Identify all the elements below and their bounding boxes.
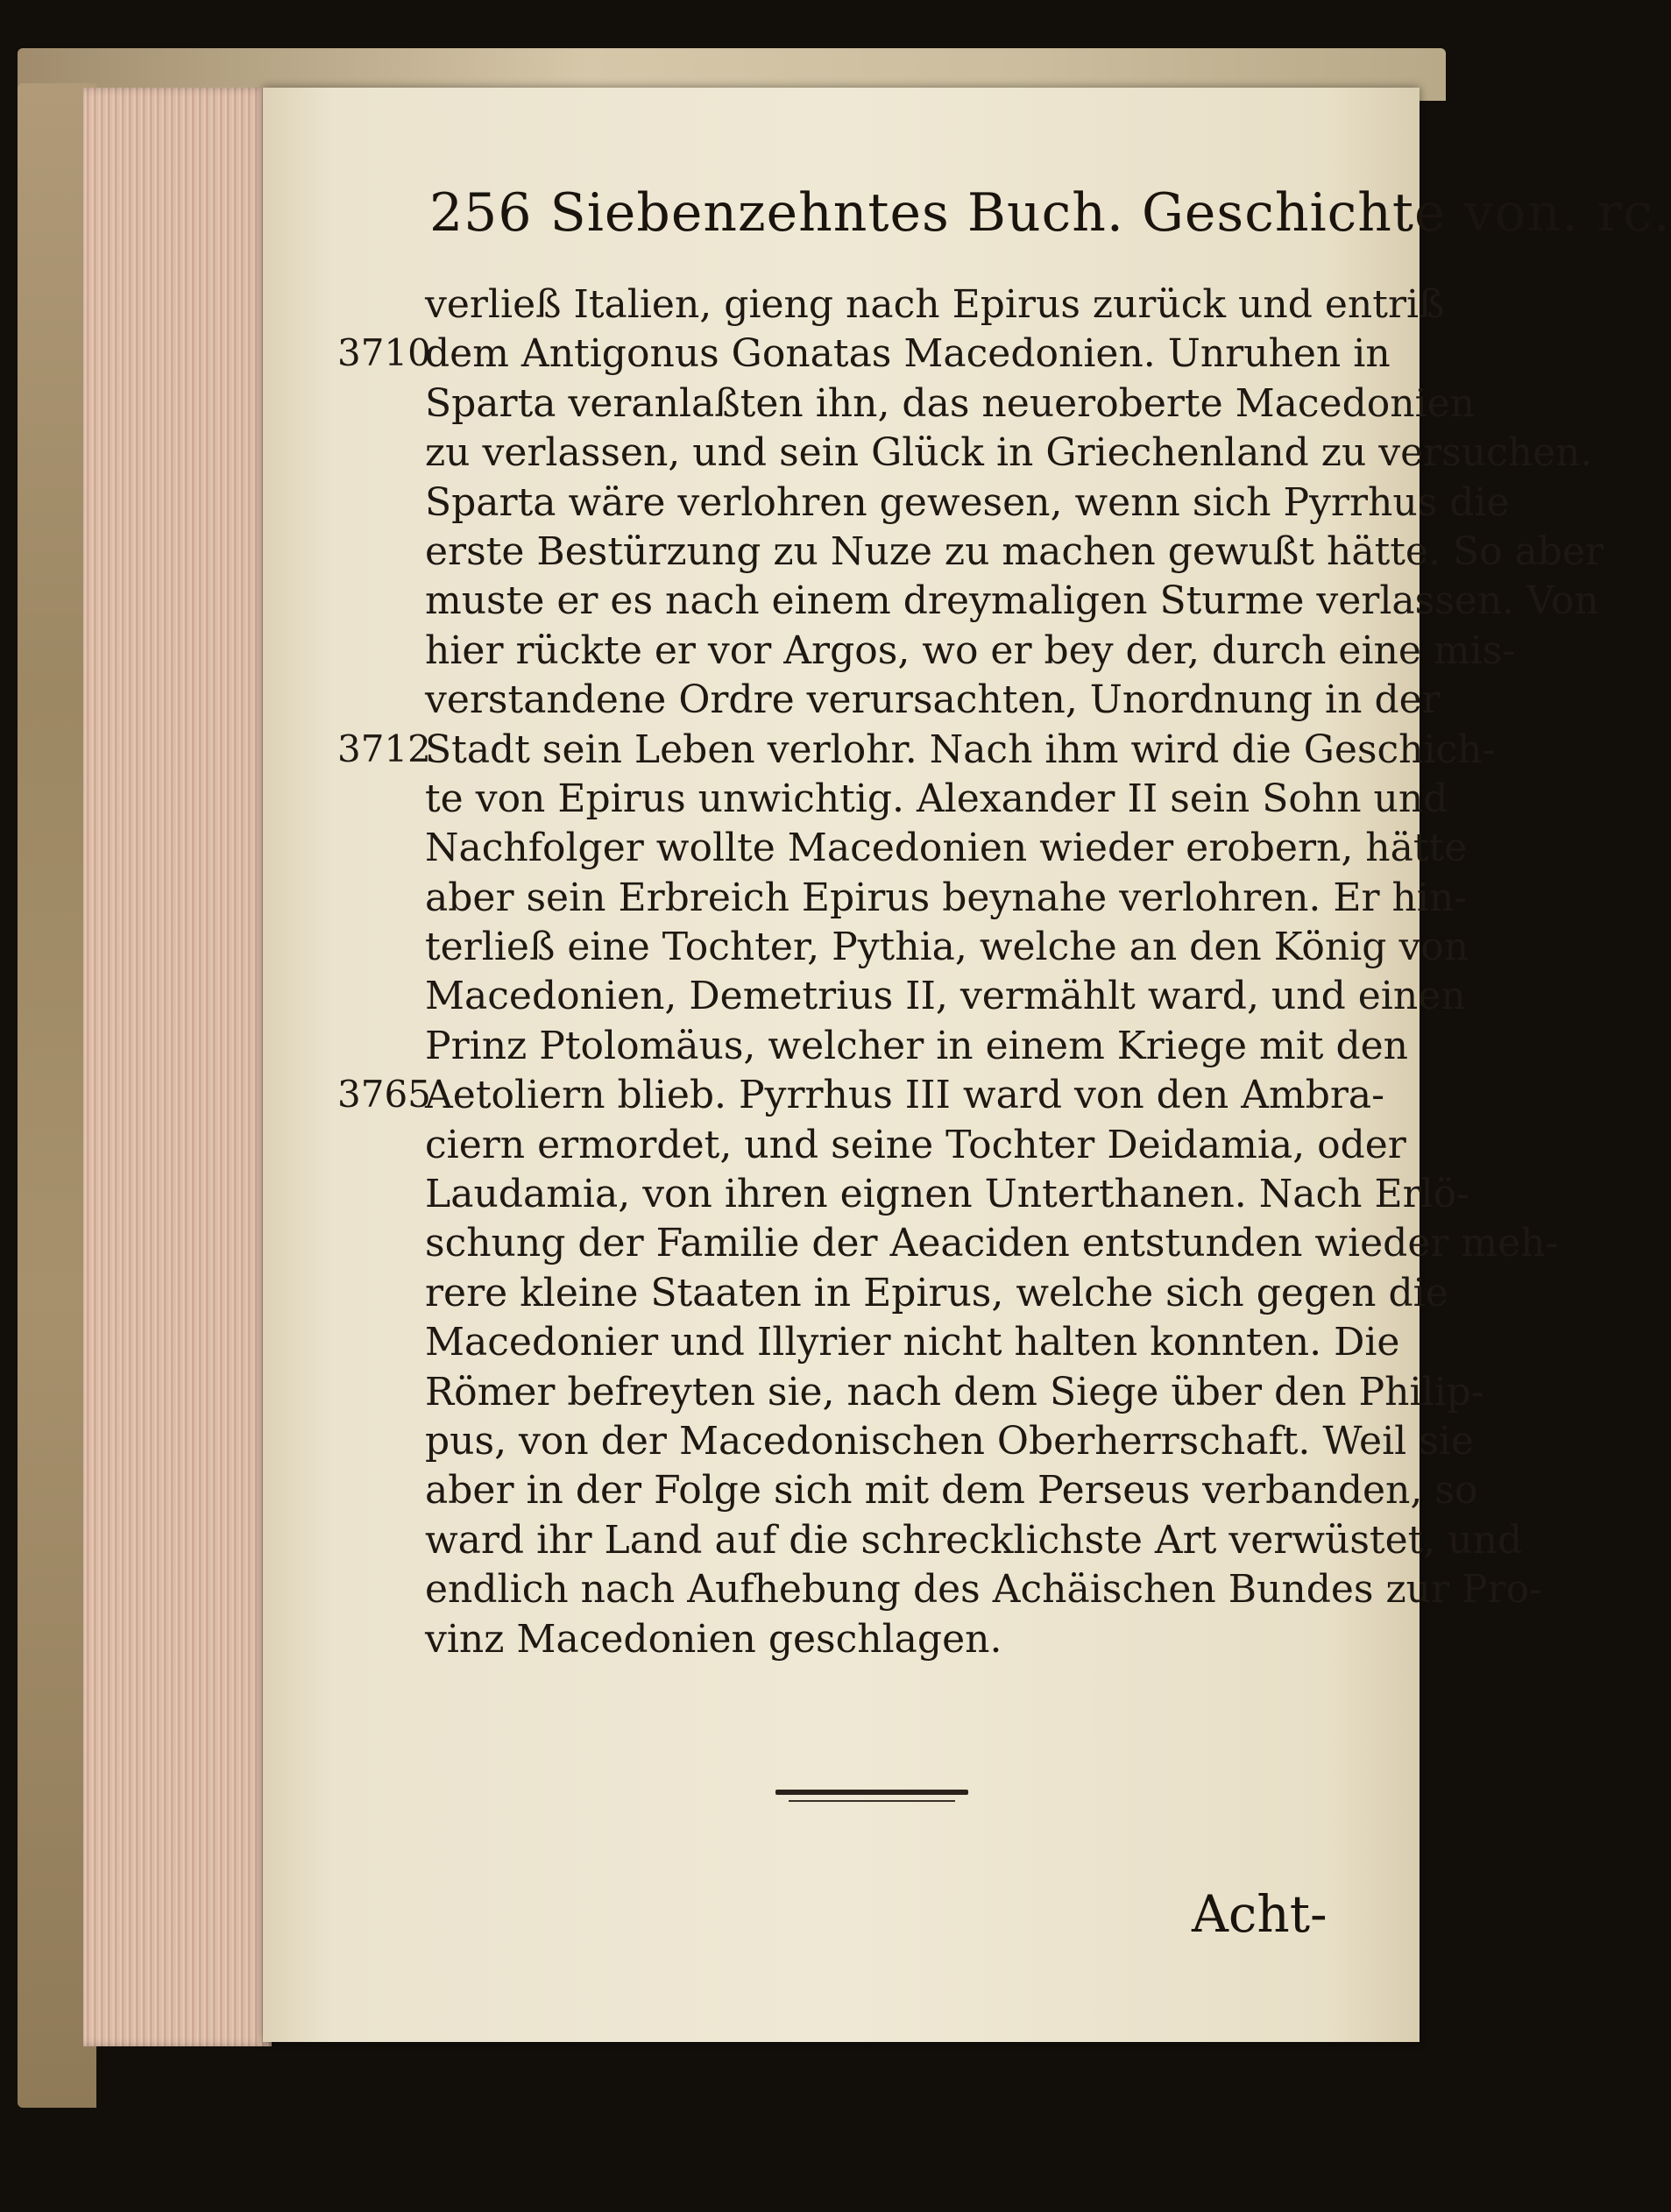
page-header [429, 182, 1671, 244]
text-line: Sparta wäre verlohren gewesen, wenn sich Pyrrhus die [425, 479, 1510, 525]
text-line: te von Epirus unwichtig. Alexander II sein Sohn und [425, 776, 1448, 821]
margin-year: 3712 [337, 727, 431, 770]
catchword: Acht- [1192, 1884, 1328, 1944]
text-line: terließ eine Tochter, Pythia, welche an den König von [425, 925, 1469, 970]
text-line: schung der Familie der Aeaciden entstunden wieder meh- [425, 1221, 1559, 1266]
text-line: aber sein Erbreich Epirus beynahe verlohren. Er hin- [425, 875, 1468, 920]
text-line: endlich nach Aufhebung des Achäischen Bundes zur Pro- [425, 1567, 1543, 1613]
text-line: Römer befreyten sie, nach dem Siege über den Philip- [425, 1369, 1484, 1414]
page-number: 256 [429, 182, 533, 244]
text-line: Stadt sein Leben verlohr. Nach ihm wird die Geschich- [425, 727, 1496, 772]
text-line: Aetoliern blieb. Pyrrhus III ward von den Ambra- [425, 1073, 1384, 1118]
text-line: ward ihr Land auf die schrecklichste Art verwüstet, und [425, 1517, 1523, 1563]
end-rule-thin [789, 1800, 955, 1802]
text-line: Laudamia, von ihren eignen Unterthanen. Nach Erlö- [425, 1172, 1470, 1217]
text-line: vinz Macedonien geschlagen. [425, 1616, 1002, 1662]
text-line: ciern ermordet, und seine Tochter Deidamia, oder [425, 1122, 1406, 1167]
text-line: muste er es nach einem dreymaligen Sturme verlassen. Von [425, 578, 1599, 624]
running-title: Siebenzehntes Buch. Geschichte von. rc. [549, 182, 1671, 244]
text-line: rere kleine Staaten in Epirus, welche sich gegen die [425, 1270, 1448, 1315]
end-rule [775, 1790, 968, 1795]
text-line: pus, von der Macedonischen Oberherrschaft. Weil sie [425, 1418, 1474, 1464]
margin-year: 3765 [337, 1073, 431, 1117]
text-line: Macedonien, Demetrius II, vermählt ward, und einen [425, 974, 1466, 1019]
text-line: verließ Italien, gieng nach Epirus zurück und entriß [425, 282, 1445, 327]
text-line: Prinz Ptolomäus, welcher in einem Kriege mit den [425, 1023, 1409, 1068]
text-line: aber in der Folge sich mit dem Perseus verbanden, so [425, 1468, 1478, 1514]
text-line: Macedonier und Illyrier nicht halten konnten. Die [425, 1320, 1400, 1365]
page-edges [83, 88, 272, 2046]
text-line: hier rückte er vor Argos, wo er bey der, durch eine mis- [425, 627, 1516, 673]
margin-year: 3710 [337, 331, 431, 375]
text-line: Sparta veranlaßten ihn, das neueroberte Macedonien [425, 380, 1476, 426]
text-line: Nachfolger wollte Macedonien wieder erobern, hätte [425, 826, 1468, 871]
text-line: dem Antigonus Gonatas Macedonien. Unruhen in [425, 331, 1391, 377]
text-line: verstandene Ordre verursachten, Unordnung in der [425, 677, 1441, 723]
text-line: erste Bestürzung zu Nuze zu machen gewußt hätte. So aber [425, 528, 1604, 574]
text-line: zu verlassen, und sein Glück in Griechenland zu versuchen. [425, 430, 1593, 476]
body-text [425, 280, 1604, 1664]
